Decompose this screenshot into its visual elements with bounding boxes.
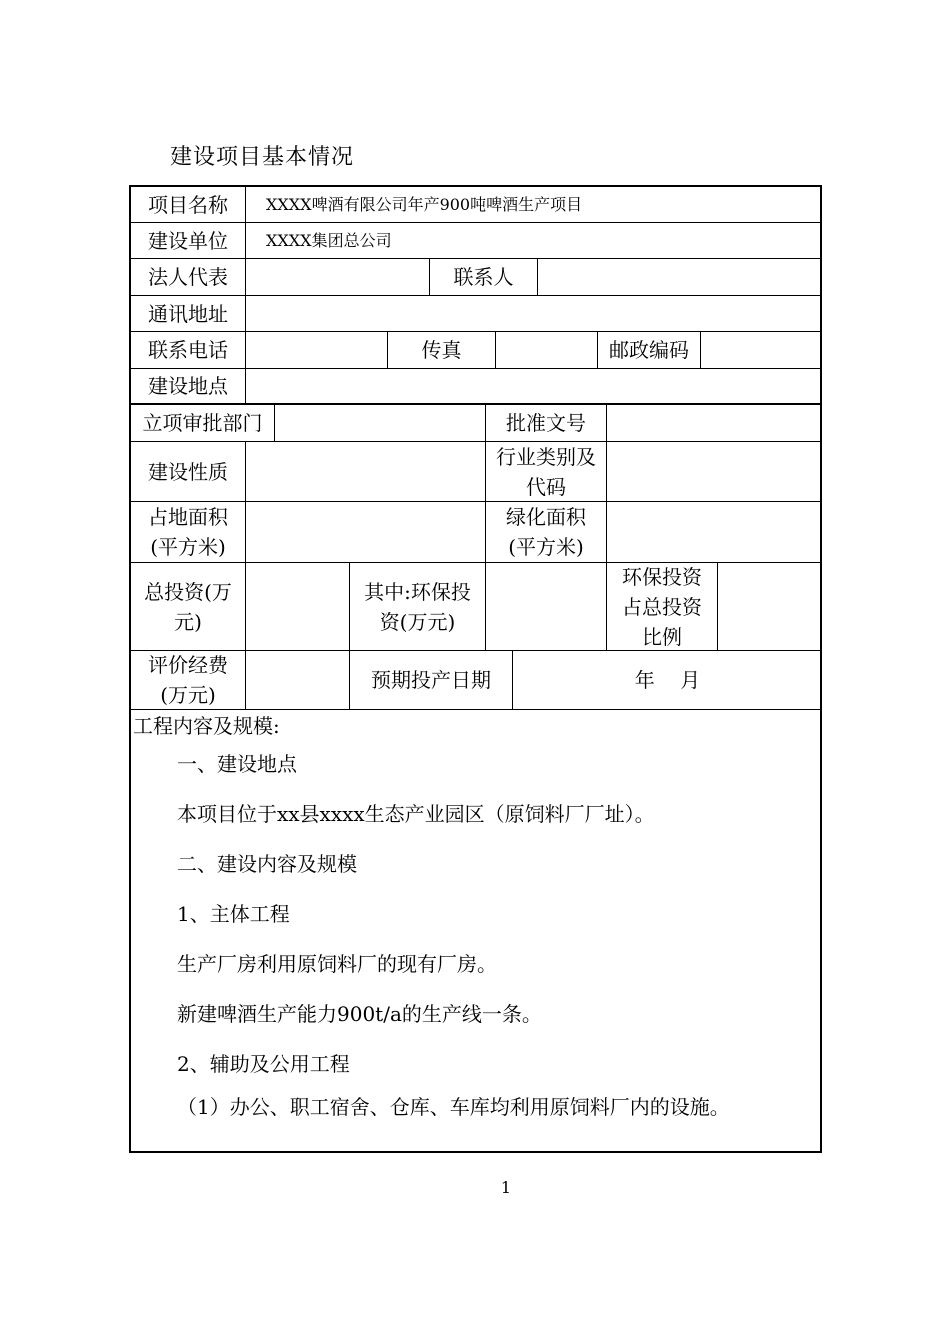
project-name-value: XXXX啤酒有限公司年产900吨啤酒生产项目 [266, 194, 583, 214]
address-label: 通讯地址 [148, 301, 228, 326]
project-name-label: 项目名称 [148, 192, 228, 217]
info-table [129, 185, 822, 1153]
content-line: 新建啤酒生产能力900t/a的生产线一条。 [177, 1002, 542, 1026]
content-line: 1、主体工程 [177, 902, 290, 926]
col-divider [606, 441, 607, 562]
content-line: 二、建设内容及规模 [177, 852, 357, 876]
col-divider [700, 331, 701, 368]
col-divider [274, 404, 275, 441]
page-title: 建设项目基本情况 [170, 145, 355, 170]
fax-label: 传真 [421, 338, 462, 362]
total-invest-label: 总投资(万元) [144, 579, 232, 634]
legal-rep-label: 法人代表 [148, 265, 228, 289]
col-divider [245, 441, 246, 562]
col-divider [245, 562, 246, 650]
area-label: 占地面积(平方米) [148, 505, 228, 559]
col-divider [245, 650, 246, 709]
expected-date-label: 预期投产日期 [371, 668, 491, 692]
env-invest-label: 其中:环保投资(万元) [364, 579, 471, 634]
unit-value: XXXX集团总公司 [266, 230, 392, 250]
page-number: 1 [500, 1178, 512, 1197]
unit-label: 建设单位 [148, 228, 228, 253]
contact-label: 联系人 [453, 265, 514, 289]
content-line: 一、建设地点 [177, 752, 297, 776]
approval-no-label: 批准文号 [506, 411, 586, 435]
col-divider [537, 258, 538, 295]
content-line: 2、辅助及公用工程 [177, 1052, 350, 1076]
postcode-label: 邮政编码 [609, 338, 689, 362]
content-line: 生产厂房利用原饲料厂的现有厂房。 [177, 952, 497, 976]
phone-label: 联系电话 [148, 338, 228, 362]
expected-date-value: 年 月 [634, 668, 701, 692]
col-divider [717, 562, 718, 650]
content-heading: 工程内容及规模: [133, 714, 280, 738]
industry-label: 行业类别及代码 [496, 444, 596, 499]
green-area-label: 绿化面积(平方米) [506, 505, 586, 559]
nature-label: 建设性质 [148, 459, 228, 484]
approval-dept-label: 立项审批部门 [142, 411, 263, 435]
content-line: （1）办公、职工宿舍、仓库、车库均利用原饲料厂内的设施。 [177, 1095, 730, 1119]
site-label: 建设地点 [148, 374, 228, 398]
eval-fee-label: 评价经费(万元) [148, 653, 228, 707]
env-ratio-label: 环保投资占总投资比例 [622, 564, 702, 649]
col-divider [485, 562, 486, 650]
content-line: 本项目位于xx县xxxx生态产业园区（原饲料厂厂址）。 [177, 802, 655, 826]
col-divider [606, 404, 607, 441]
col-divider [495, 331, 496, 368]
